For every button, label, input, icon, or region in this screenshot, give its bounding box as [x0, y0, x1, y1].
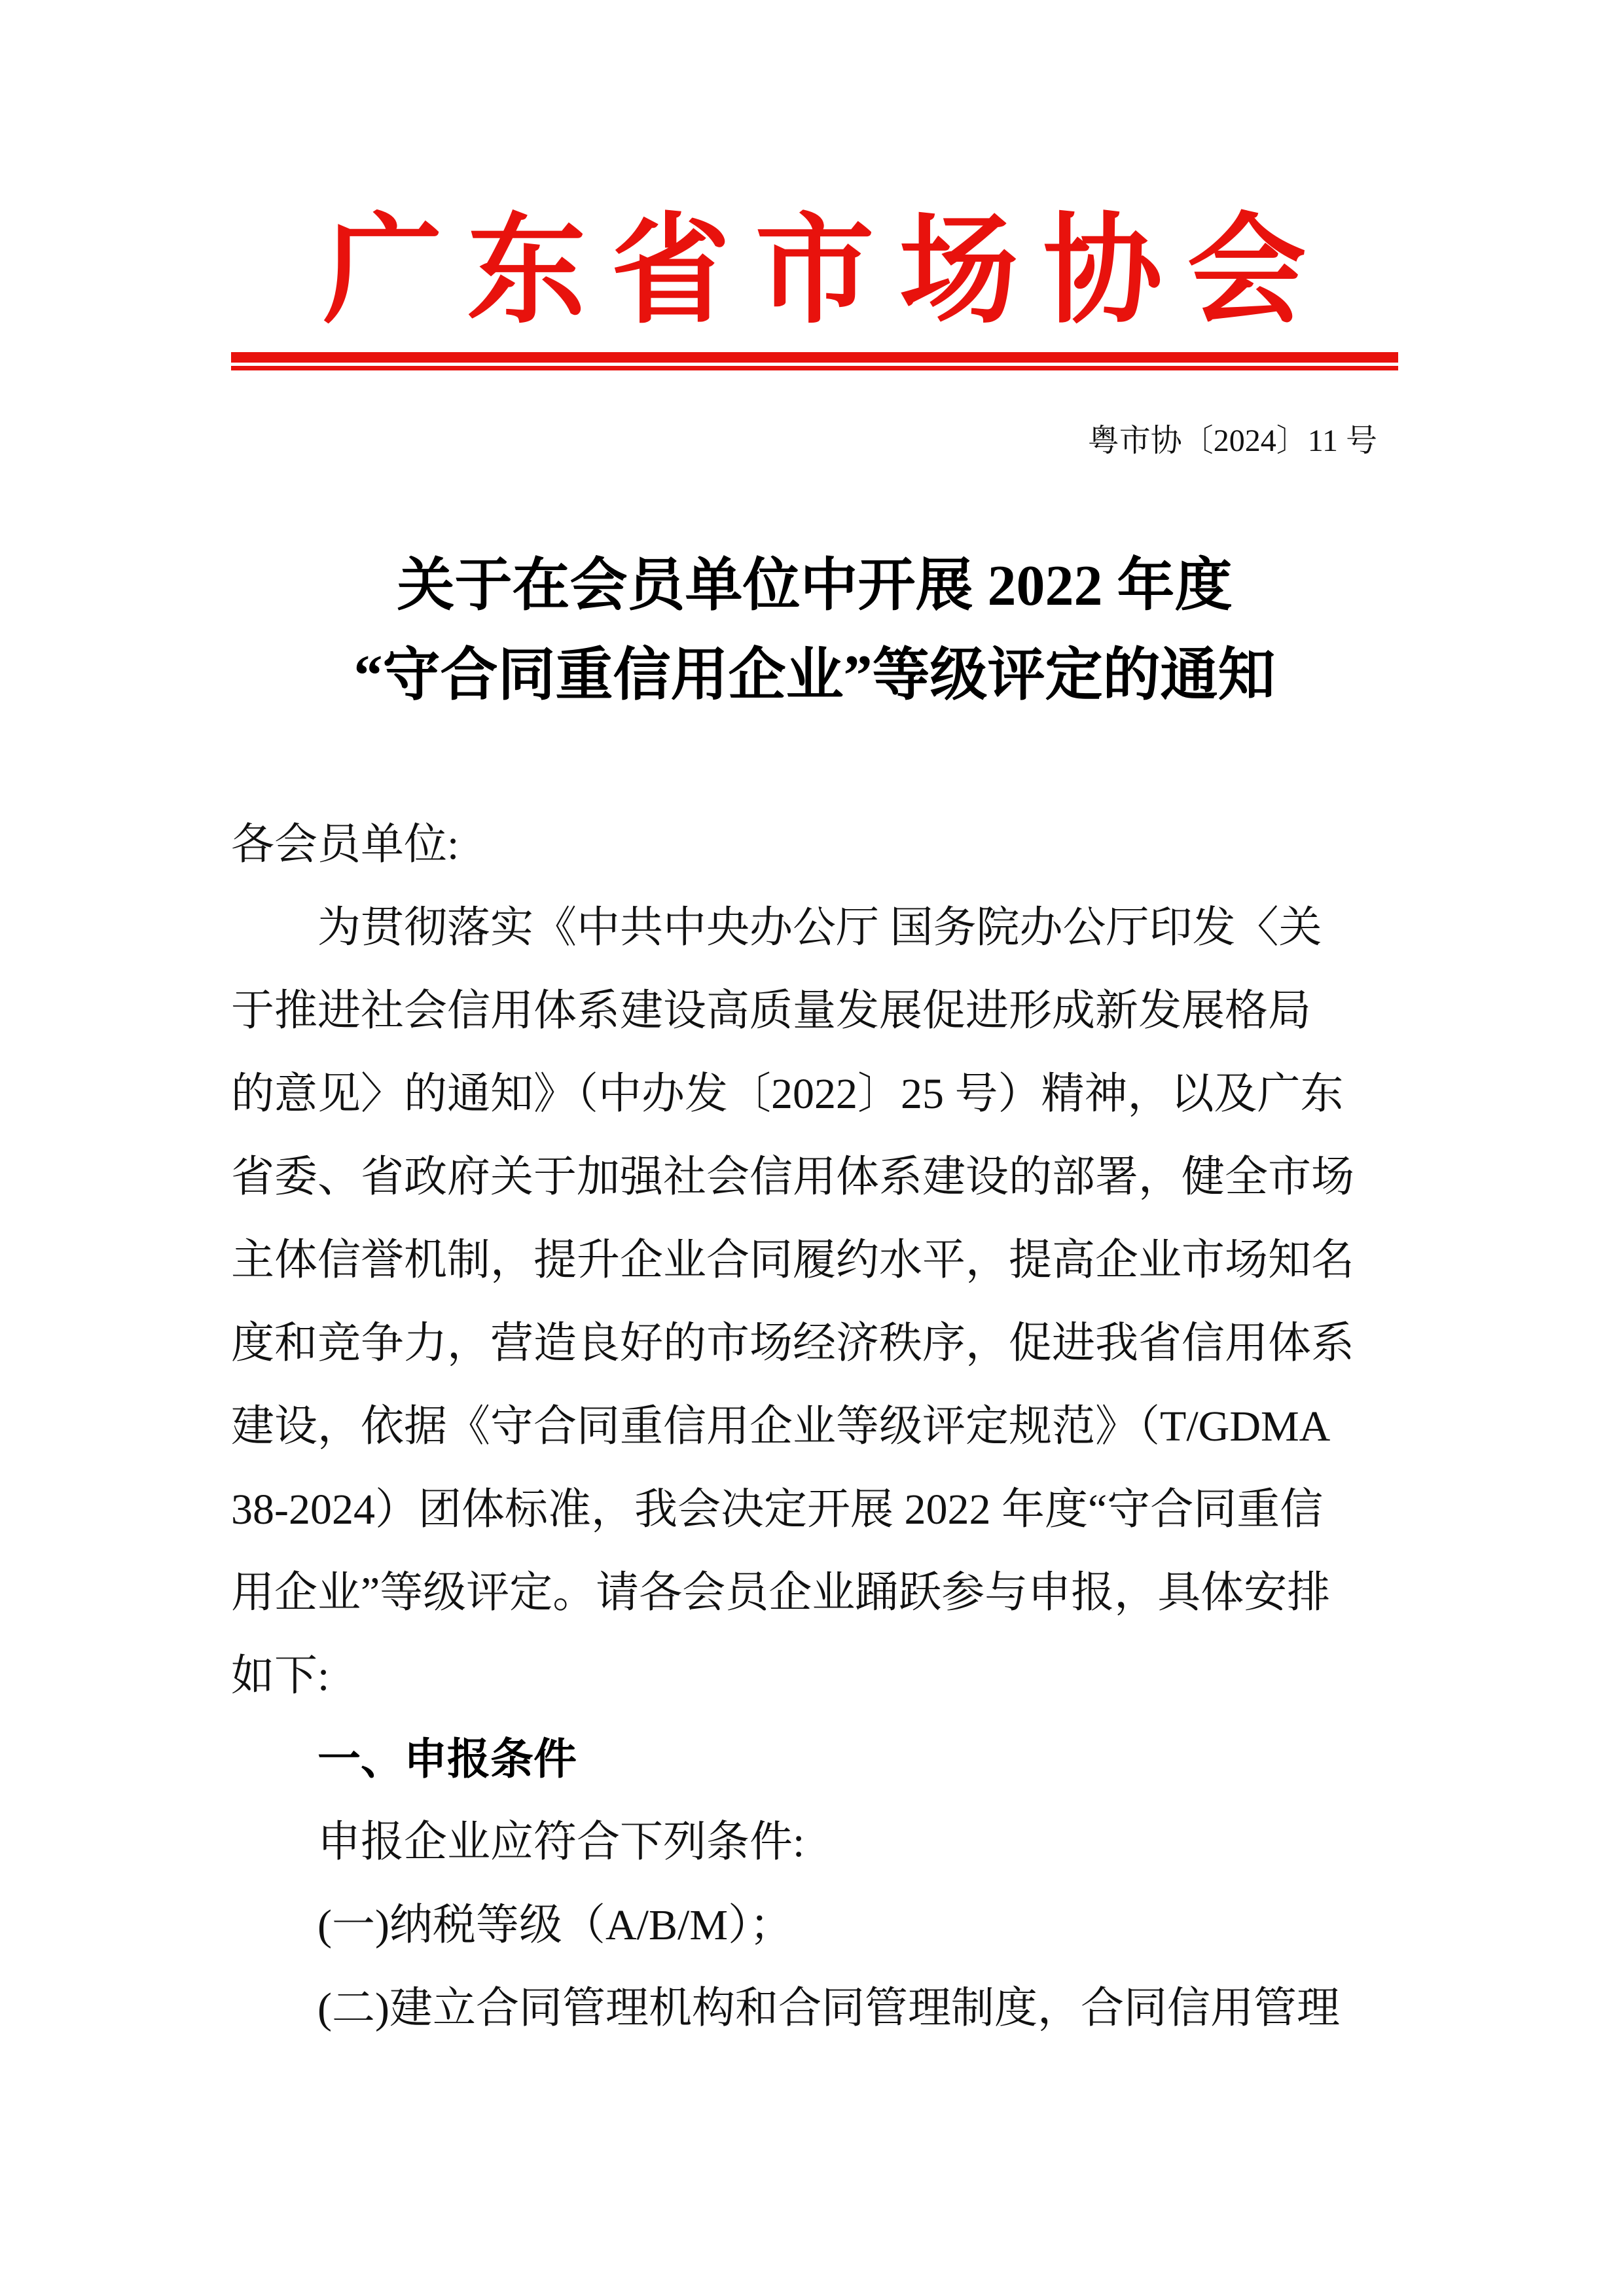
body-line: 为贯彻落实《中共中央办公厅 国务院办公厅印发〈关 — [317, 904, 1322, 952]
body-line: 如下: — [231, 1652, 330, 1700]
section-1-intro: 申报企业应符合下列条件: — [317, 1818, 805, 1866]
title-line-2: “守合同重信用企业”等级评定的通知 — [353, 644, 1276, 708]
document-title — [231, 541, 1398, 721]
body-line: 于推进社会信用体系建设高质量发展促进形成新发展格局 — [231, 987, 1311, 1035]
body-line: 省委、省政府关于加强社会信用体系建设的部署，健全市场 — [231, 1153, 1354, 1201]
section-1-heading: 一、申报条件 — [317, 1734, 577, 1783]
condition-item-2: (二)建立合同管理机构和合同管理制度，合同信用管理 — [317, 1984, 1340, 2032]
body-line: 用企业”等级评定。请各会员企业踊跃参与申报，具体安排 — [231, 1569, 1331, 1617]
doc-number: 粤市协〔2024〕11 号 — [1087, 423, 1377, 458]
red-rule-thick — [231, 352, 1398, 363]
body-line: 38-2024）团体标准，我会决定开展 2022 年度“守合同重信 — [231, 1486, 1324, 1534]
title-line-1: 关于在会员单位中开展 2022 年度 — [397, 554, 1233, 618]
org-name-header: 广东省市场协会 — [323, 206, 1331, 338]
body-line: 建设，依据《守合同重信用企业等级评定规范》（T/GDMA — [231, 1403, 1331, 1450]
body-line: 的意见〉的通知》（中办发〔2022〕25 号）精神，以及广东 — [231, 1070, 1344, 1118]
condition-item-1: (一)纳税等级（A/B/M）； — [317, 1901, 793, 1949]
salutation-line: 各会员单位: — [231, 821, 460, 869]
body-line: 度和竞争力，营造良好的市场经济秩序，促进我省信用体系 — [231, 1319, 1354, 1367]
body-line: 主体信誉机制，提升企业合同履约水平，提高企业市场知名 — [231, 1236, 1354, 1284]
red-rule-thin — [231, 366, 1398, 370]
document-body — [231, 803, 1398, 2050]
